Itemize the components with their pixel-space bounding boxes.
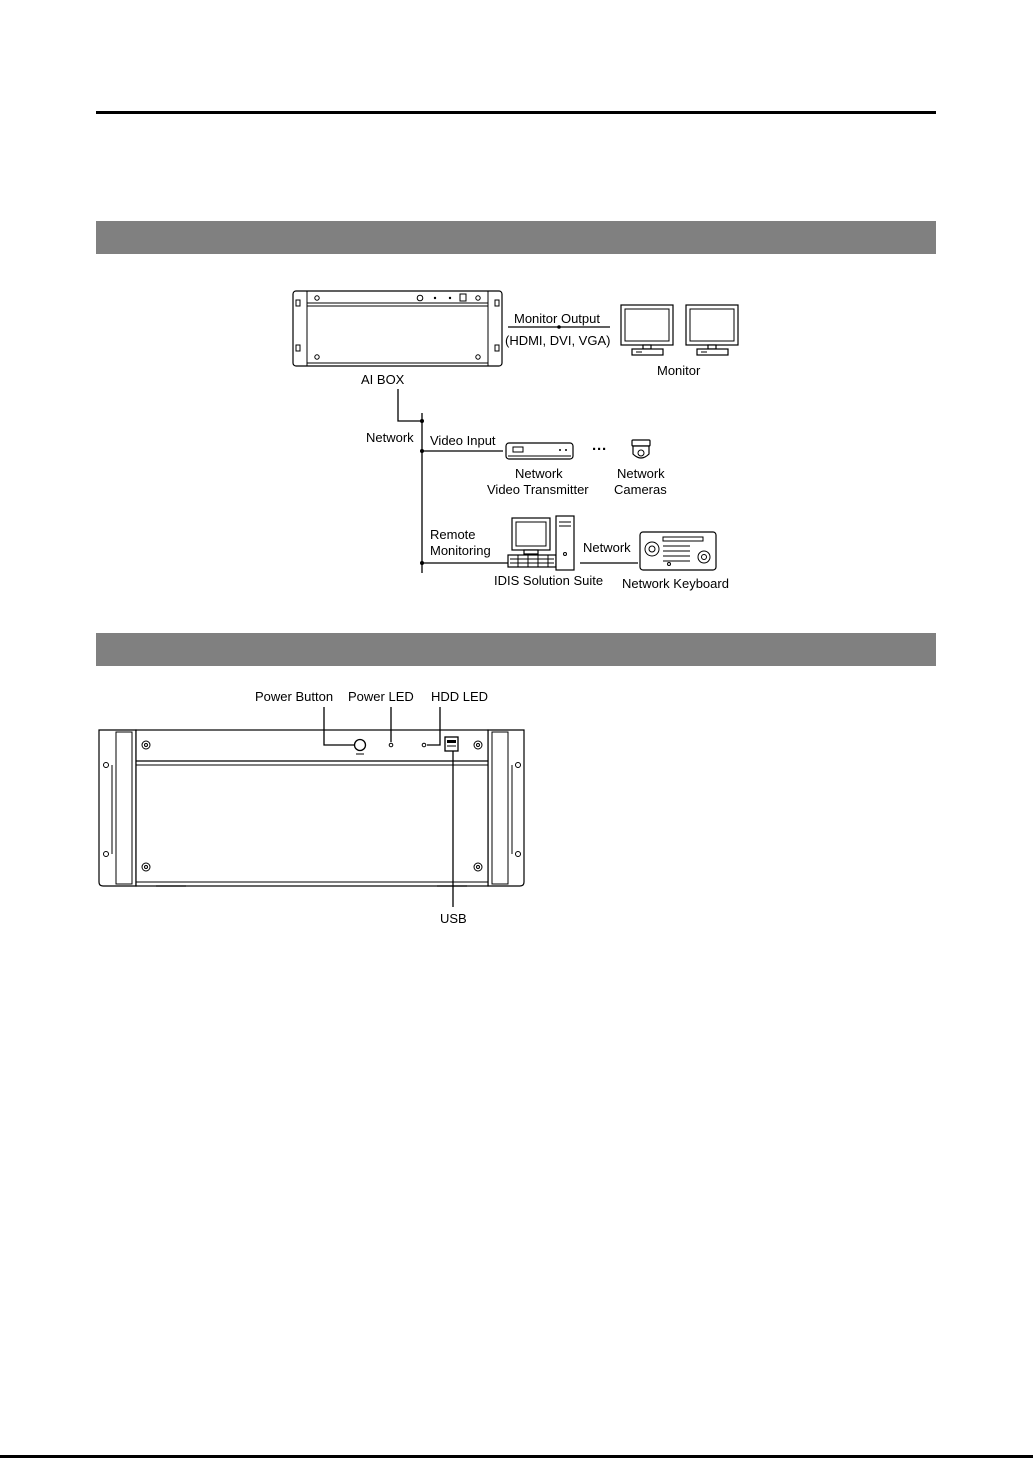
video-transmitter-icon [506,443,573,459]
video-transmitter-label-line1: Network [515,466,563,481]
hdd-led-label: HDD LED [431,689,489,704]
keyboard-label: Network Keyboard [622,576,729,591]
cameras-label-line1: Network [617,466,665,481]
ai-box-device [293,291,502,366]
keyboard-icon [640,532,716,570]
power-button-label: Power Button [255,689,334,704]
video-transmitter-label-line2: Video Transmitter [487,482,589,497]
usb-label: USB [440,911,467,926]
rack-ear-left [99,730,136,886]
chassis-front [136,730,488,886]
monitor-icon [621,305,673,355]
front-panel-diagram [99,689,524,926]
ellipsis: ··· [592,441,607,458]
remote-label-line2: Monitoring [430,543,491,558]
computer-icon [508,516,574,570]
monitor-output-label: Monitor Output [514,311,600,326]
network-label-2: Network [583,540,631,555]
rack-ear-right [488,730,524,886]
ai-box-label: AI BOX [361,372,405,387]
cameras-label-line2: Cameras [614,482,667,497]
network-label: Network [366,430,414,445]
monitor-label: Monitor [657,363,701,378]
monitor-output-types: (HDMI, DVI, VGA) [505,333,611,348]
video-input-label: Video Input [430,433,496,448]
power-led-label: Power LED [348,689,414,704]
box-network-link [398,389,422,421]
solution-suite-label: IDIS Solution Suite [494,573,604,588]
remote-label-line1: Remote [430,527,476,542]
connection-diagram [293,291,738,591]
camera-icon [632,440,650,458]
monitor-icon [686,305,738,355]
